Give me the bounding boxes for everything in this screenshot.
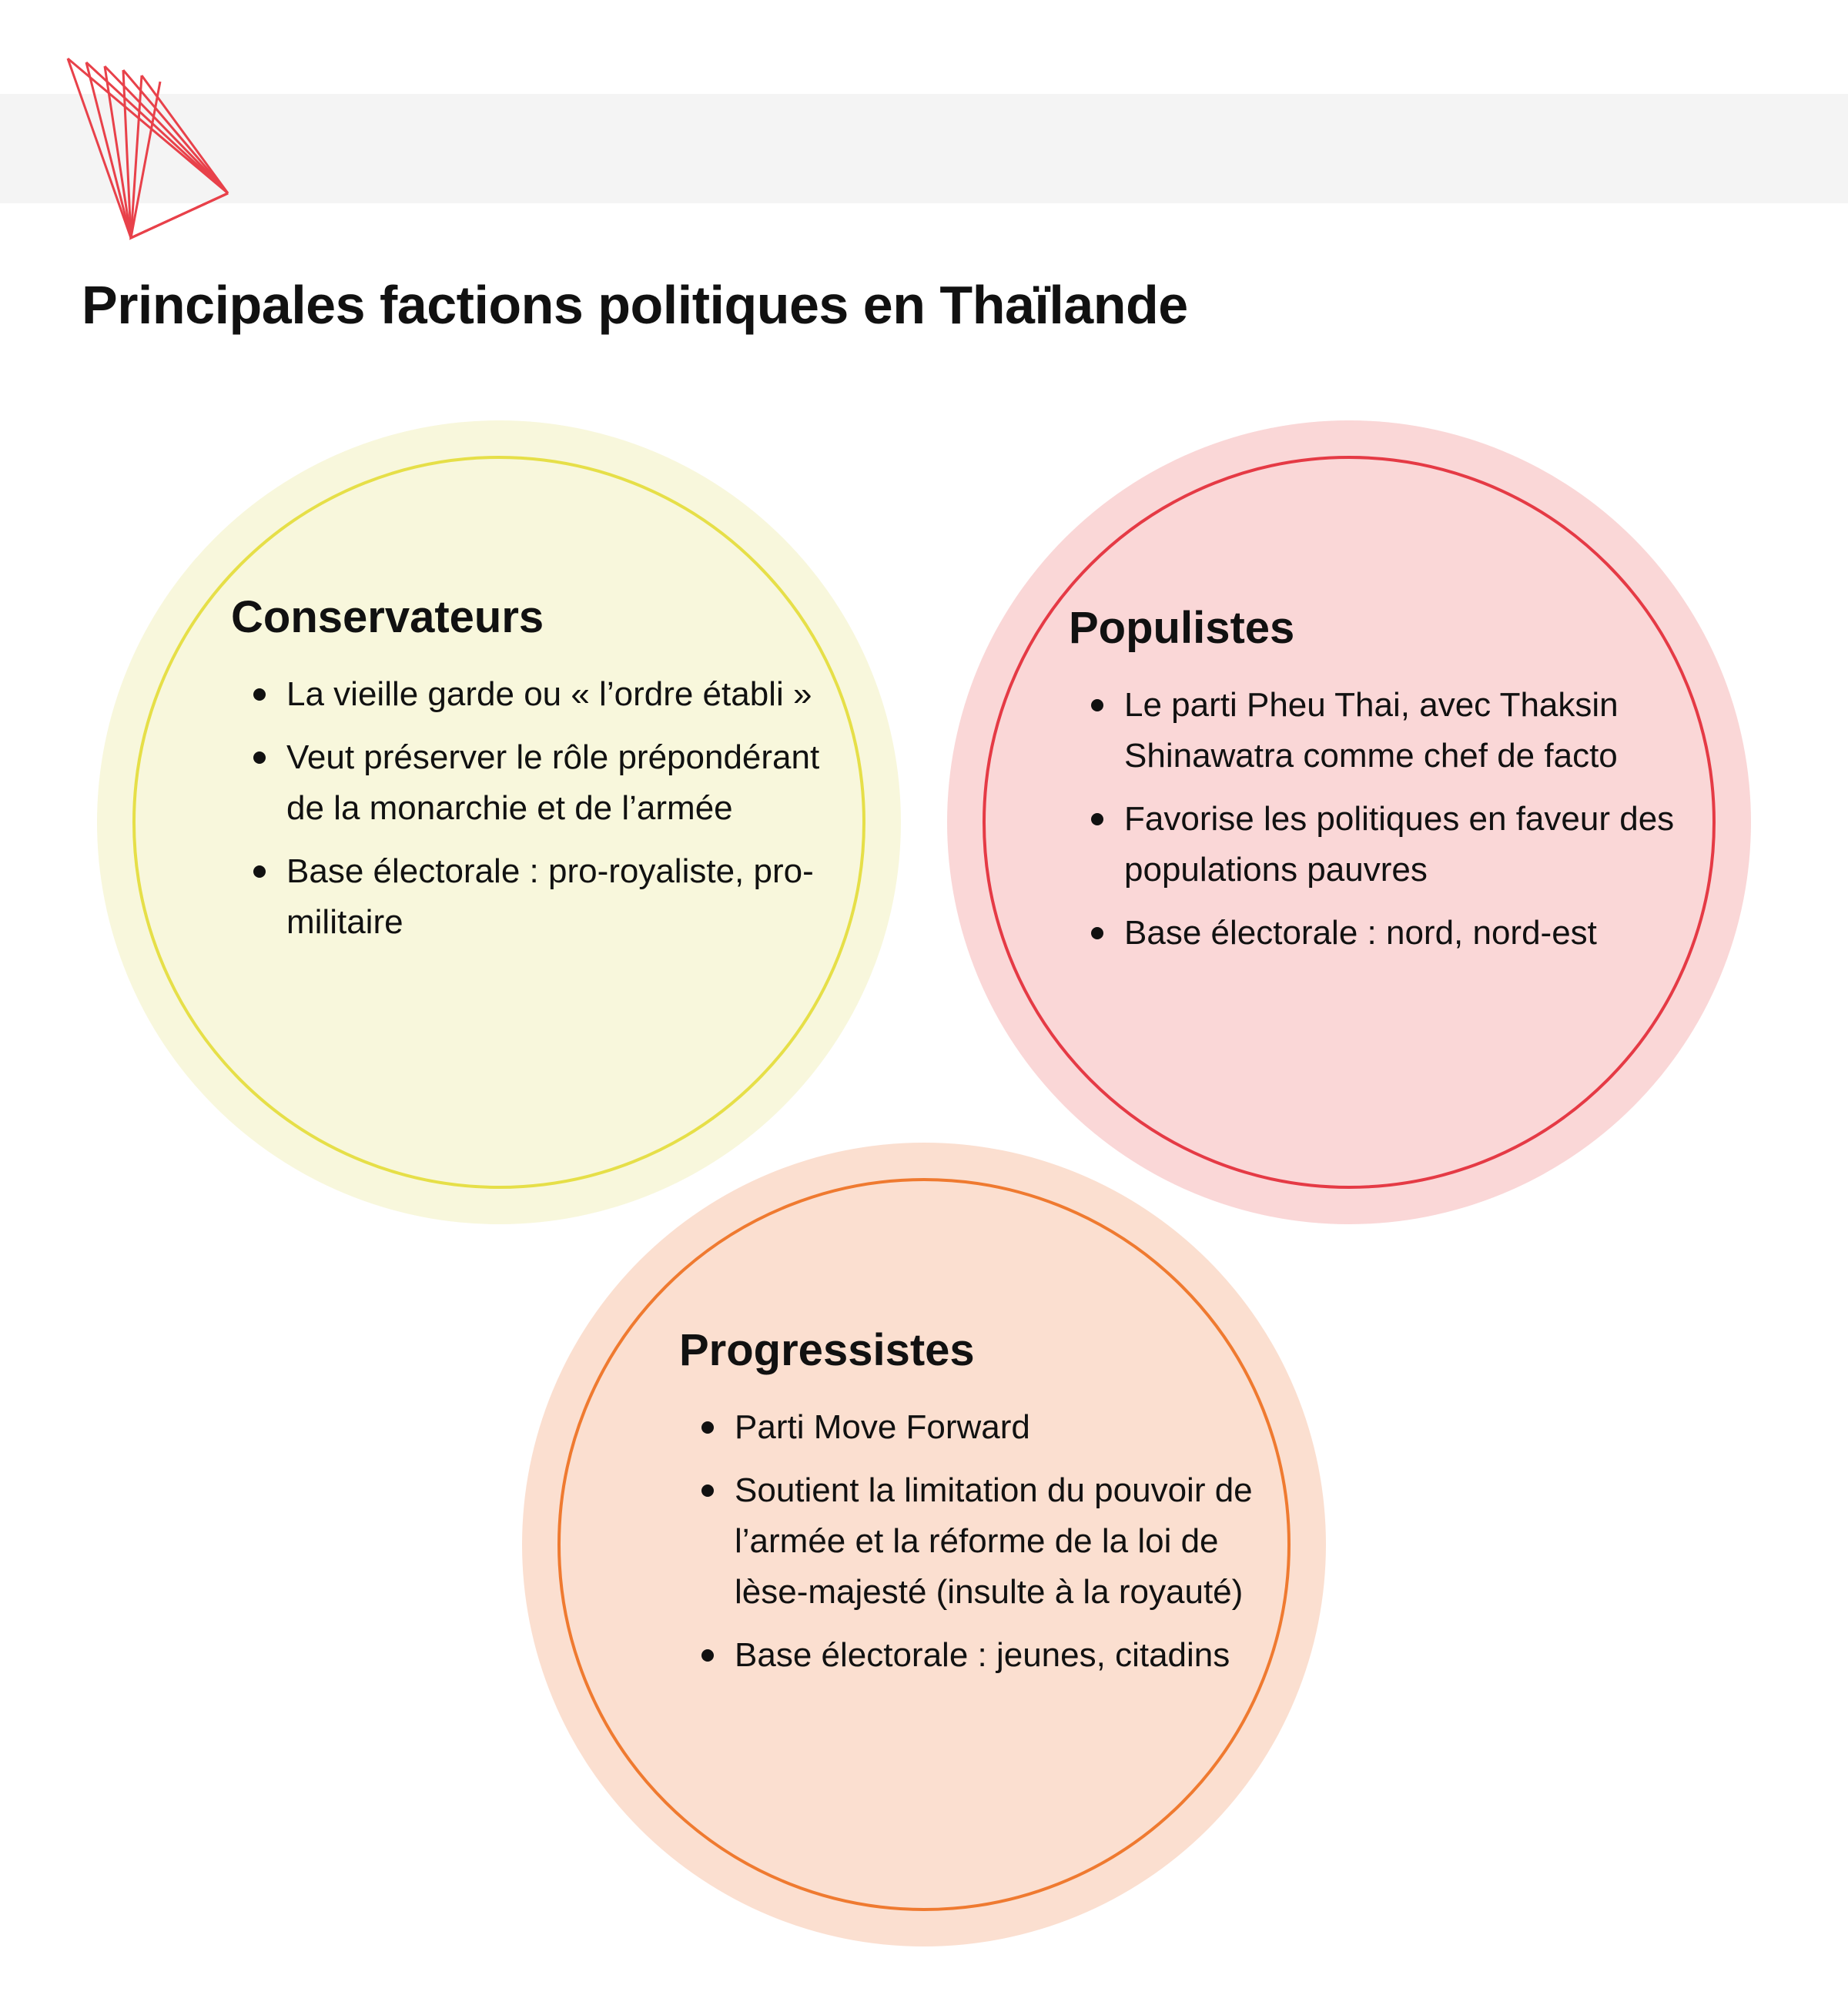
bullet-icon [701, 1484, 714, 1497]
list-item-text: Veut préserver le rôle prépondérant de la monarchie et de l’armée [286, 738, 820, 827]
page-title: Principales factions politiques en Thaïlande [82, 275, 1188, 335]
list-item-text: La vieille garde ou « l’ordre établi » [286, 675, 812, 713]
faction-populist [1069, 602, 1685, 971]
bullet-icon [1091, 699, 1103, 711]
bullet-icon [1091, 927, 1103, 939]
faction-conservative [231, 591, 832, 960]
list-item-text: Favorise les politiques en faveur des populations pauvres [1124, 800, 1675, 889]
bullet-icon [253, 751, 266, 764]
list-item [679, 1630, 1264, 1681]
bullet-icon [701, 1649, 714, 1662]
faction-list [231, 669, 832, 948]
list-item [1069, 794, 1685, 895]
list-item [1069, 680, 1685, 782]
list-item [679, 1402, 1264, 1453]
list-item [231, 669, 832, 720]
list-item [1069, 908, 1685, 959]
list-item-text: Base électorale : jeunes, citadins [735, 1636, 1230, 1674]
list-item-text: Base électorale : pro-royaliste, pro-militaire [286, 852, 814, 941]
bullet-icon [1091, 813, 1103, 825]
list-item-text: Soutient la limitation du pouvoir de l’armée et la réforme de la loi de lèse-majesté (insulte à la royauté) [735, 1471, 1281, 1611]
list-item-text: Le parti Pheu Thai, avec Thaksin Shinawatra comme chef de facto [1124, 686, 1619, 775]
faction-list [679, 1402, 1281, 1681]
header-band [0, 94, 1848, 203]
list-item [231, 732, 832, 834]
list-item [679, 1465, 1281, 1618]
list-item-text: Base électorale : nord, nord-est [1124, 914, 1597, 952]
list-item [231, 846, 832, 948]
logo-icon [60, 52, 237, 245]
faction-progressive [679, 1324, 1281, 1693]
faction-list [1069, 680, 1685, 959]
list-item-text: Parti Move Forward [735, 1408, 1030, 1446]
faction-title: Progressistes [679, 1325, 975, 1375]
faction-title: Conservateurs [231, 592, 544, 642]
bullet-icon [253, 688, 266, 701]
bullet-icon [701, 1421, 714, 1434]
bullet-icon [253, 865, 266, 878]
faction-title: Populistes [1069, 603, 1295, 653]
